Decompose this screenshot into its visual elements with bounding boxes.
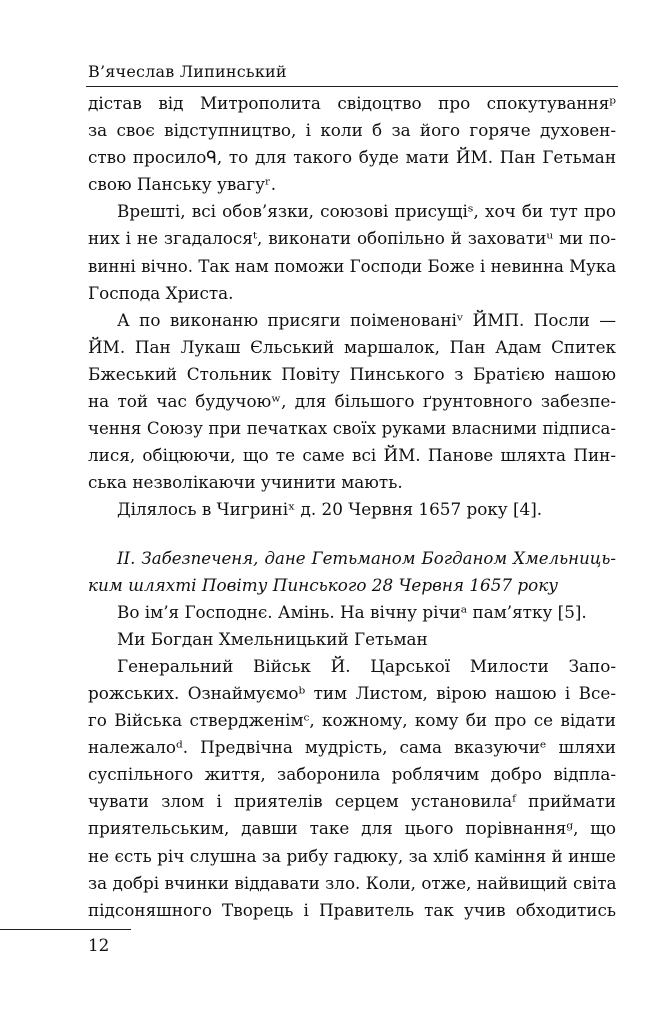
text-line: за своє відступництво, і коли б за його горяче духовен- [88, 120, 616, 141]
section-gap [88, 524, 616, 545]
page-number: 12 [88, 935, 110, 955]
text-line: приятельським, давши таке для цього порівнанняᵍ, що [88, 818, 616, 839]
text-line: не єсть річ слушна за рибу гадюку, за хліб каміння й инше [88, 845, 616, 866]
text-line: лися, обіцюючи, що те саме всі ЙМ. Панове шляхта Пин- [88, 445, 616, 466]
running-header: В’ячеслав Липинський [88, 62, 287, 81]
text-line: Бжеський Стольник Повіту Пинського з Братією нашою [88, 363, 616, 384]
header-rule [86, 86, 618, 87]
text-line: ська незволікаючи учинити мають. [88, 472, 403, 493]
body-text [88, 90, 616, 924]
text-line: суспільного життя, заборонила роблячим добро відпла- [88, 764, 616, 785]
text-line: Ми Богдан Хмельницький Гетьман [117, 628, 428, 649]
text-line: чувати злом і приятелів серцем установилаᶠ приймати [88, 791, 616, 812]
text-line: них і не згадалосяᵗ, виконати обопільно й заховатиᵘ ми по- [88, 228, 616, 249]
text-line: на той час будучоюʷ, для більшого ґрунтовного забезпе- [88, 391, 616, 412]
text-line: за добрі вчинки віддавати зло. Коли, отже, найвищий світа [88, 872, 617, 893]
text-line: винні вічно. Так нам поможи Господи Боже і невинна Мука [88, 256, 617, 276]
text-line: належалоᵈ. Предвічна мудрість, сама вказуючиᵉ шляхи [88, 737, 616, 758]
text-line: свою Панську увагуʳ. [88, 174, 277, 195]
footer-rule [0, 929, 131, 930]
text-line: Господа Христа. [88, 282, 234, 303]
text-line: чення Союзу при печатках своїх руками власними підписа- [88, 419, 616, 439]
text-line: ЙМ. Пан Лукаш Єльський маршалок, Пан Адам Спитек [88, 336, 616, 357]
text-line: Врешті, всі обов’язки, союзові присущіˢ, хоч би тут про [117, 201, 616, 222]
text-line: Ділялось в Чигриніˣ д. 20 Червня 1657 року [4]. [117, 499, 543, 520]
section-heading-line: II. Забезпеченя, дане Гетьманом Богданом Хмельниць- [117, 548, 616, 568]
text-line: підсоняшного Творець і Правитель так учив обходитись [88, 899, 616, 920]
text-line: А по виконаню присяги поіменованіᵛ ЙМП. Посли — [117, 309, 616, 330]
text-line: ство просилоᑫ, то для такого буде мати ЙМ. Пан Гетьман [88, 147, 616, 168]
text-line: Генеральний Військ Й. Царської Милости Запо- [117, 655, 616, 676]
text-line: рожських. Ознаймуємоᵇ тим Листом, вірою нашою і Все- [88, 682, 616, 703]
text-line: Во ім’я Господнє. Амінь. На вічну річиᵃ пам’ятку [5]. [117, 601, 587, 622]
text-line: го Війська ствердженімᶜ, кожному, кому би про се відати [88, 710, 616, 731]
section-heading-line: ким шляхті Повіту Пинського 28 Червня 1657 року [88, 574, 559, 595]
text-line: дістав від Митрополита свідоцтво про спокутуванняᵖ [88, 93, 616, 113]
